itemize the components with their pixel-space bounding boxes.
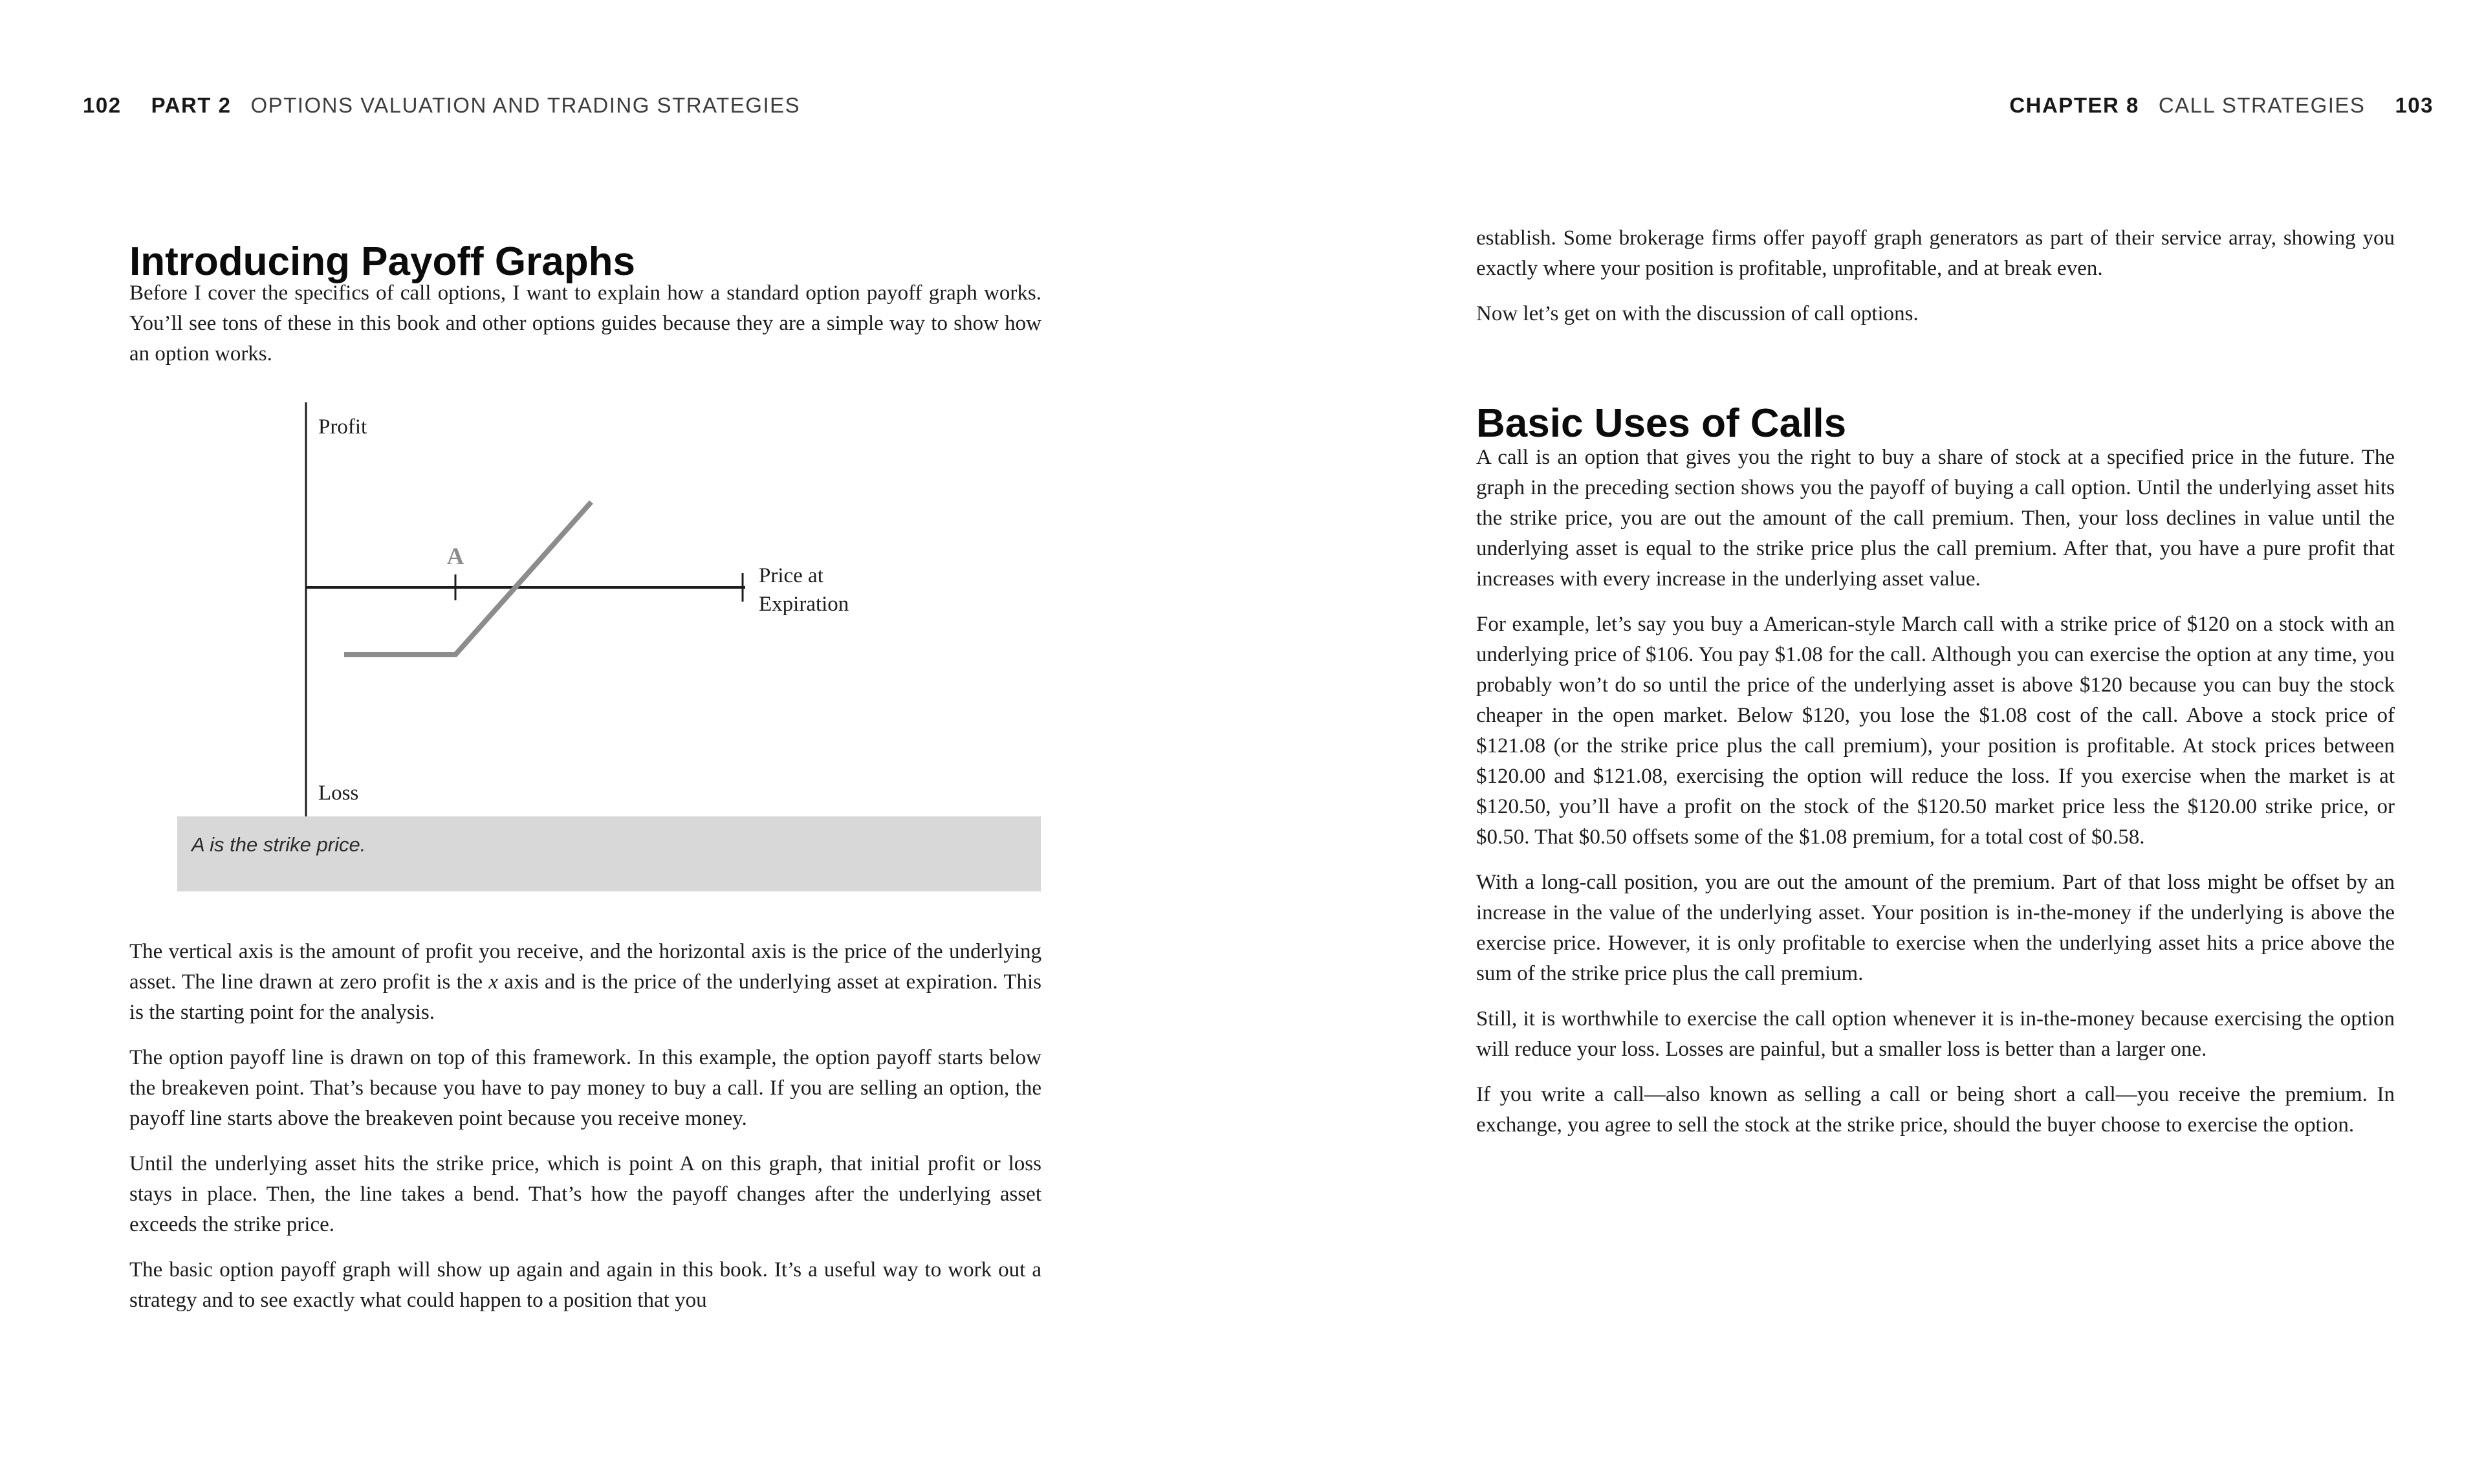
body-paragraph: Until the underlying asset hits the strike price, which is point A on this graph, that initial profit or loss stays in place. Then, the line takes a bend. That’s how the payoff changes after the underlying asset exceeds the strike price. — [129, 1152, 1041, 1236]
payoff-line — [344, 502, 591, 655]
strike-point-label: A — [446, 543, 464, 570]
part-label: PART 2 — [151, 93, 232, 117]
intro-paragraph: Before I cover the specifics of call options, I want to explain how a standard option payoff graph works. You’ll see tons of these in this book and other options guides because they are a simple way to show how an option works. — [129, 281, 1041, 366]
right-body-column — [1476, 442, 2395, 1140]
loss-axis-label: Loss — [318, 781, 359, 805]
figure-caption-text: A is the strike price. — [191, 833, 366, 856]
body-paragraph: For example, let’s say you buy a American-style March call with a strike price of $120 on a stock with an underlying price of $106. You pay $1.08 for the call. Although you can exercise the option at any time, you probably won’t do so until the price of the underlying asset is above $120 because you can buy the stock cheaper in the open market. Below $120, you lose the $1.08 cost of the call. Above a stock price of $121.08 (or the strike price plus the call premium), your position is profitable. At stock prices between $120.00 and $121.08, exercising the option will reduce the loss. If you exercise when the market is at $120.50, you’ll have a profit on the stock of the $120.50 market price less the $120.00 strike price, or $0.50. That $0.50 offsets some of the $1.08 premium, for a total cost of $0.58. — [1476, 613, 2395, 849]
italic-x: x — [488, 970, 498, 994]
left-running-head — [83, 93, 800, 118]
paragraph-text: The vertical axis is the amount of profit you receive, and the horizontal axis is the price of the underlying asset. The line drawn at zero profit is the — [129, 940, 1041, 994]
payoff-graph-figure — [285, 388, 880, 835]
chapter-label: CHAPTER 8 — [2009, 93, 2139, 117]
body-paragraph: The basic option payoff graph will show up again and again in this book. It’s a useful way to work out a strategy and to see exactly what could happen to a position that you — [129, 1258, 1041, 1312]
right-section-title: Basic Uses of Calls — [1476, 400, 1847, 446]
body-paragraph: Now let’s get on with the discussion of call options. — [1476, 302, 1919, 325]
left-intro-column — [129, 278, 1041, 369]
book-title: OPTIONS VALUATION AND TRADING STRATEGIES — [250, 93, 801, 117]
x-axis-label-line2: Expiration — [759, 593, 849, 616]
left-body-column — [129, 937, 1041, 1316]
profit-axis-label: Profit — [318, 415, 367, 439]
figure-caption-bar — [177, 816, 1041, 891]
body-paragraph: If you write a call—also known as selling a call or being short a call—you receive the premium. In exchange, you agree to sell the stock at the strike price, should the buyer choose to exercise the option. — [1476, 1083, 2395, 1137]
paragraph-text: axis and is the price of the underlying asset at expiration. This is the starting point for the analysis. — [129, 970, 1041, 1024]
right-page-number: 103 — [2395, 93, 2434, 117]
right-running-head — [2009, 93, 2434, 118]
body-paragraph — [129, 937, 1041, 1028]
chapter-title: CALL STRATEGIES — [2158, 93, 2366, 117]
payoff-graph-svg — [285, 388, 880, 835]
left-section-title: Introducing Payoff Graphs — [129, 239, 635, 284]
body-paragraph: establish. Some brokerage firms offer payoff graph generators as part of their service array, showing you exactly where your position is profitable, unprofitable, and at break even. — [1476, 226, 2395, 280]
x-axis-label-line1: Price at — [759, 564, 823, 587]
body-paragraph: A call is an option that gives you the right to buy a share of stock at a specified price in the future. The graph in the preceding section shows you the payoff of buying a call option. Until the underlying asset hits the strike price, you are out the amount of the call premium. Then, your loss declines in value until the underlying asset is equal to the strike price plus the call premium. After that, you have a pure profit that increases with every increase in the underlying asset value. — [1476, 446, 2395, 591]
right-continuation-column — [1476, 223, 2395, 329]
body-paragraph: The option payoff line is drawn on top of this framework. In this example, the option payoff starts below the breakeven point. That’s because you have to pay money to buy a call. If you are selling an option, the payoff line starts above the breakeven point because you receive money. — [129, 1046, 1041, 1130]
left-page-number: 102 — [83, 93, 122, 117]
body-paragraph: Still, it is worthwhile to exercise the call option whenever it is in-the-money because exercising the option will reduce your loss. Losses are painful, but a smaller loss is better than a larger one. — [1476, 1007, 2395, 1061]
body-paragraph: With a long-call position, you are out the amount of the premium. Part of that loss might be offset by an increase in the value of the underlying asset. Your position is in-the-money if the underlying is above the exercise price. However, it is only profitable to exercise when the underlying asset hits a price above the sum of the strike price plus the call premium. — [1476, 871, 2395, 985]
